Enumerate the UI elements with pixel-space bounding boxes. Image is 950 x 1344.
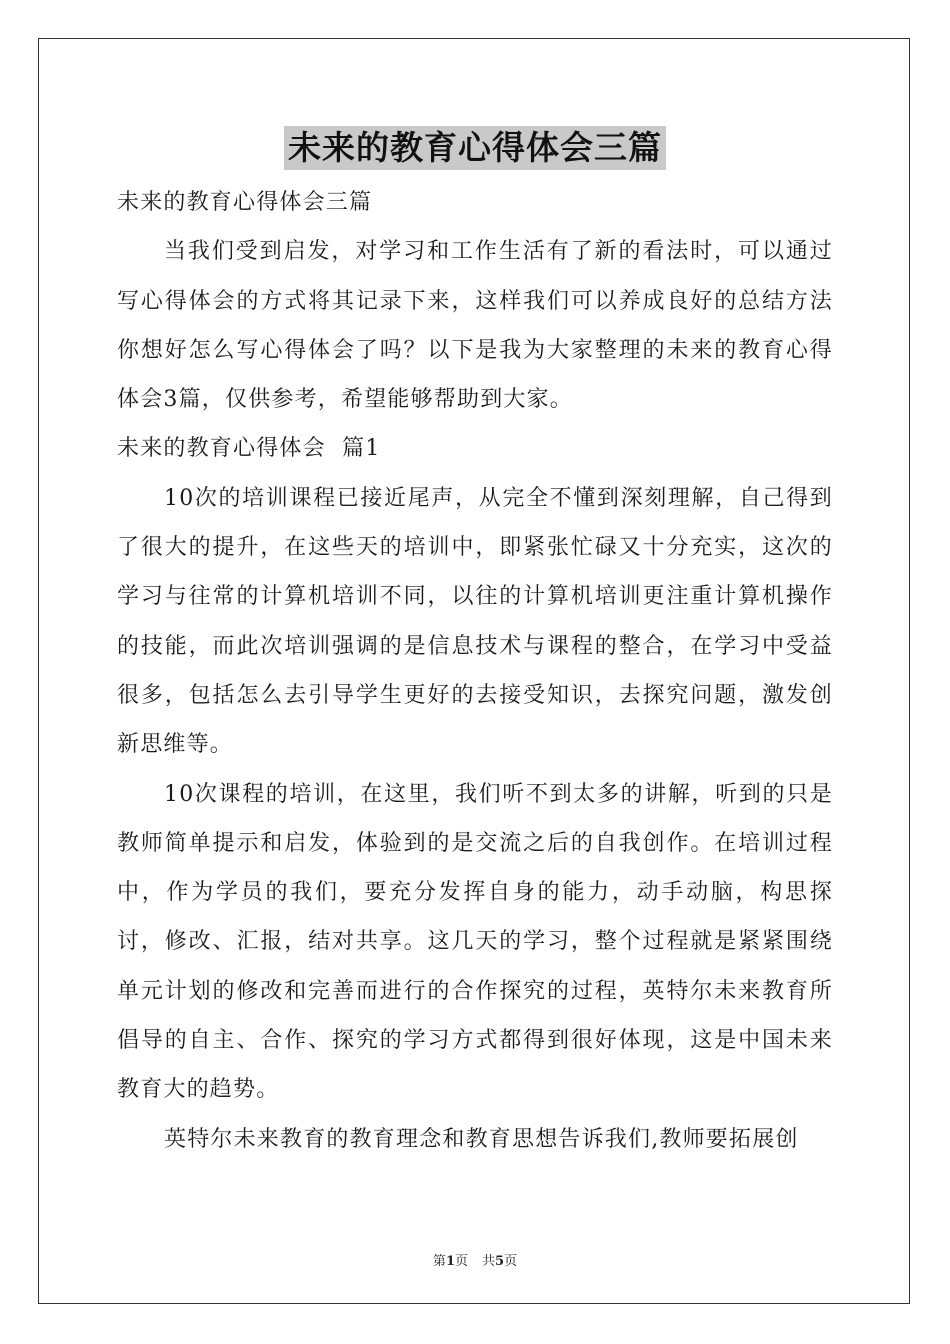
body-paragraph: 10次课程的培训，在这里，我们听不到太多的讲解，听到的只是教师简单提示和启发，体验到的是交流之后的自我创作。在培训过程中，作为学员的我们，要充分发挥自身的能力，动手动脑，构思探讨，修改、汇报，结对共享。这几天的学习，整个过程就是紧紧围绕单元计划的修改和完善而进行的合作探究的过程，英特尔未来教育所倡导的自主、合作、探究的学习方式都得到很好体现，这是中国未来教育大的趋势。 <box>117 781 833 1103</box>
total-prefix: 共 <box>482 1254 496 1269</box>
body-paragraph: 英特尔未来教育的教育理念和教育思想告诉我们,教师要拓展创 <box>164 1126 799 1152</box>
total-suffix: 页 <box>504 1254 518 1269</box>
document-body <box>117 178 833 1164</box>
page-total: 5 <box>495 1254 505 1269</box>
document-title: 未来的教育心得体会三篇 <box>284 126 666 170</box>
page-footer <box>0 1250 950 1269</box>
page-prefix: 第 <box>432 1254 446 1269</box>
section-heading: 未来的教育心得体会 篇1 <box>117 436 381 462</box>
body-paragraph: 当我们受到启发，对学习和工作生活有了新的看法时，可以通过写心得体会的方式将其记录下来，这样我们可以养成良好的总结方法你想好怎么写心得体会了吗？以下是我为大家整理的未来的教育心得体会3篇，仅供参考，希望能够帮助到大家。 <box>117 239 833 413</box>
page-current: 1 <box>445 1254 455 1269</box>
body-paragraph: 10次的培训课程已接近尾声，从完全不懂到深刻理解，自己得到了很大的提升，在这些天的培训中，即紧张忙碌又十分充实，这次的学习与往常的计算机培训不同，以往的计算机培训更注重计算机操作的技能，而此次培训强调的是信息技术与课程的整合，在学习中受益很多，包括怎么去引导学生更好的去接受知识，去探究问题，激发创新思维等。 <box>117 485 833 758</box>
page-suffix: 页 <box>454 1254 468 1269</box>
heading-paragraph: 未来的教育心得体会三篇 <box>117 190 373 215</box>
title-wrap <box>0 126 950 170</box>
